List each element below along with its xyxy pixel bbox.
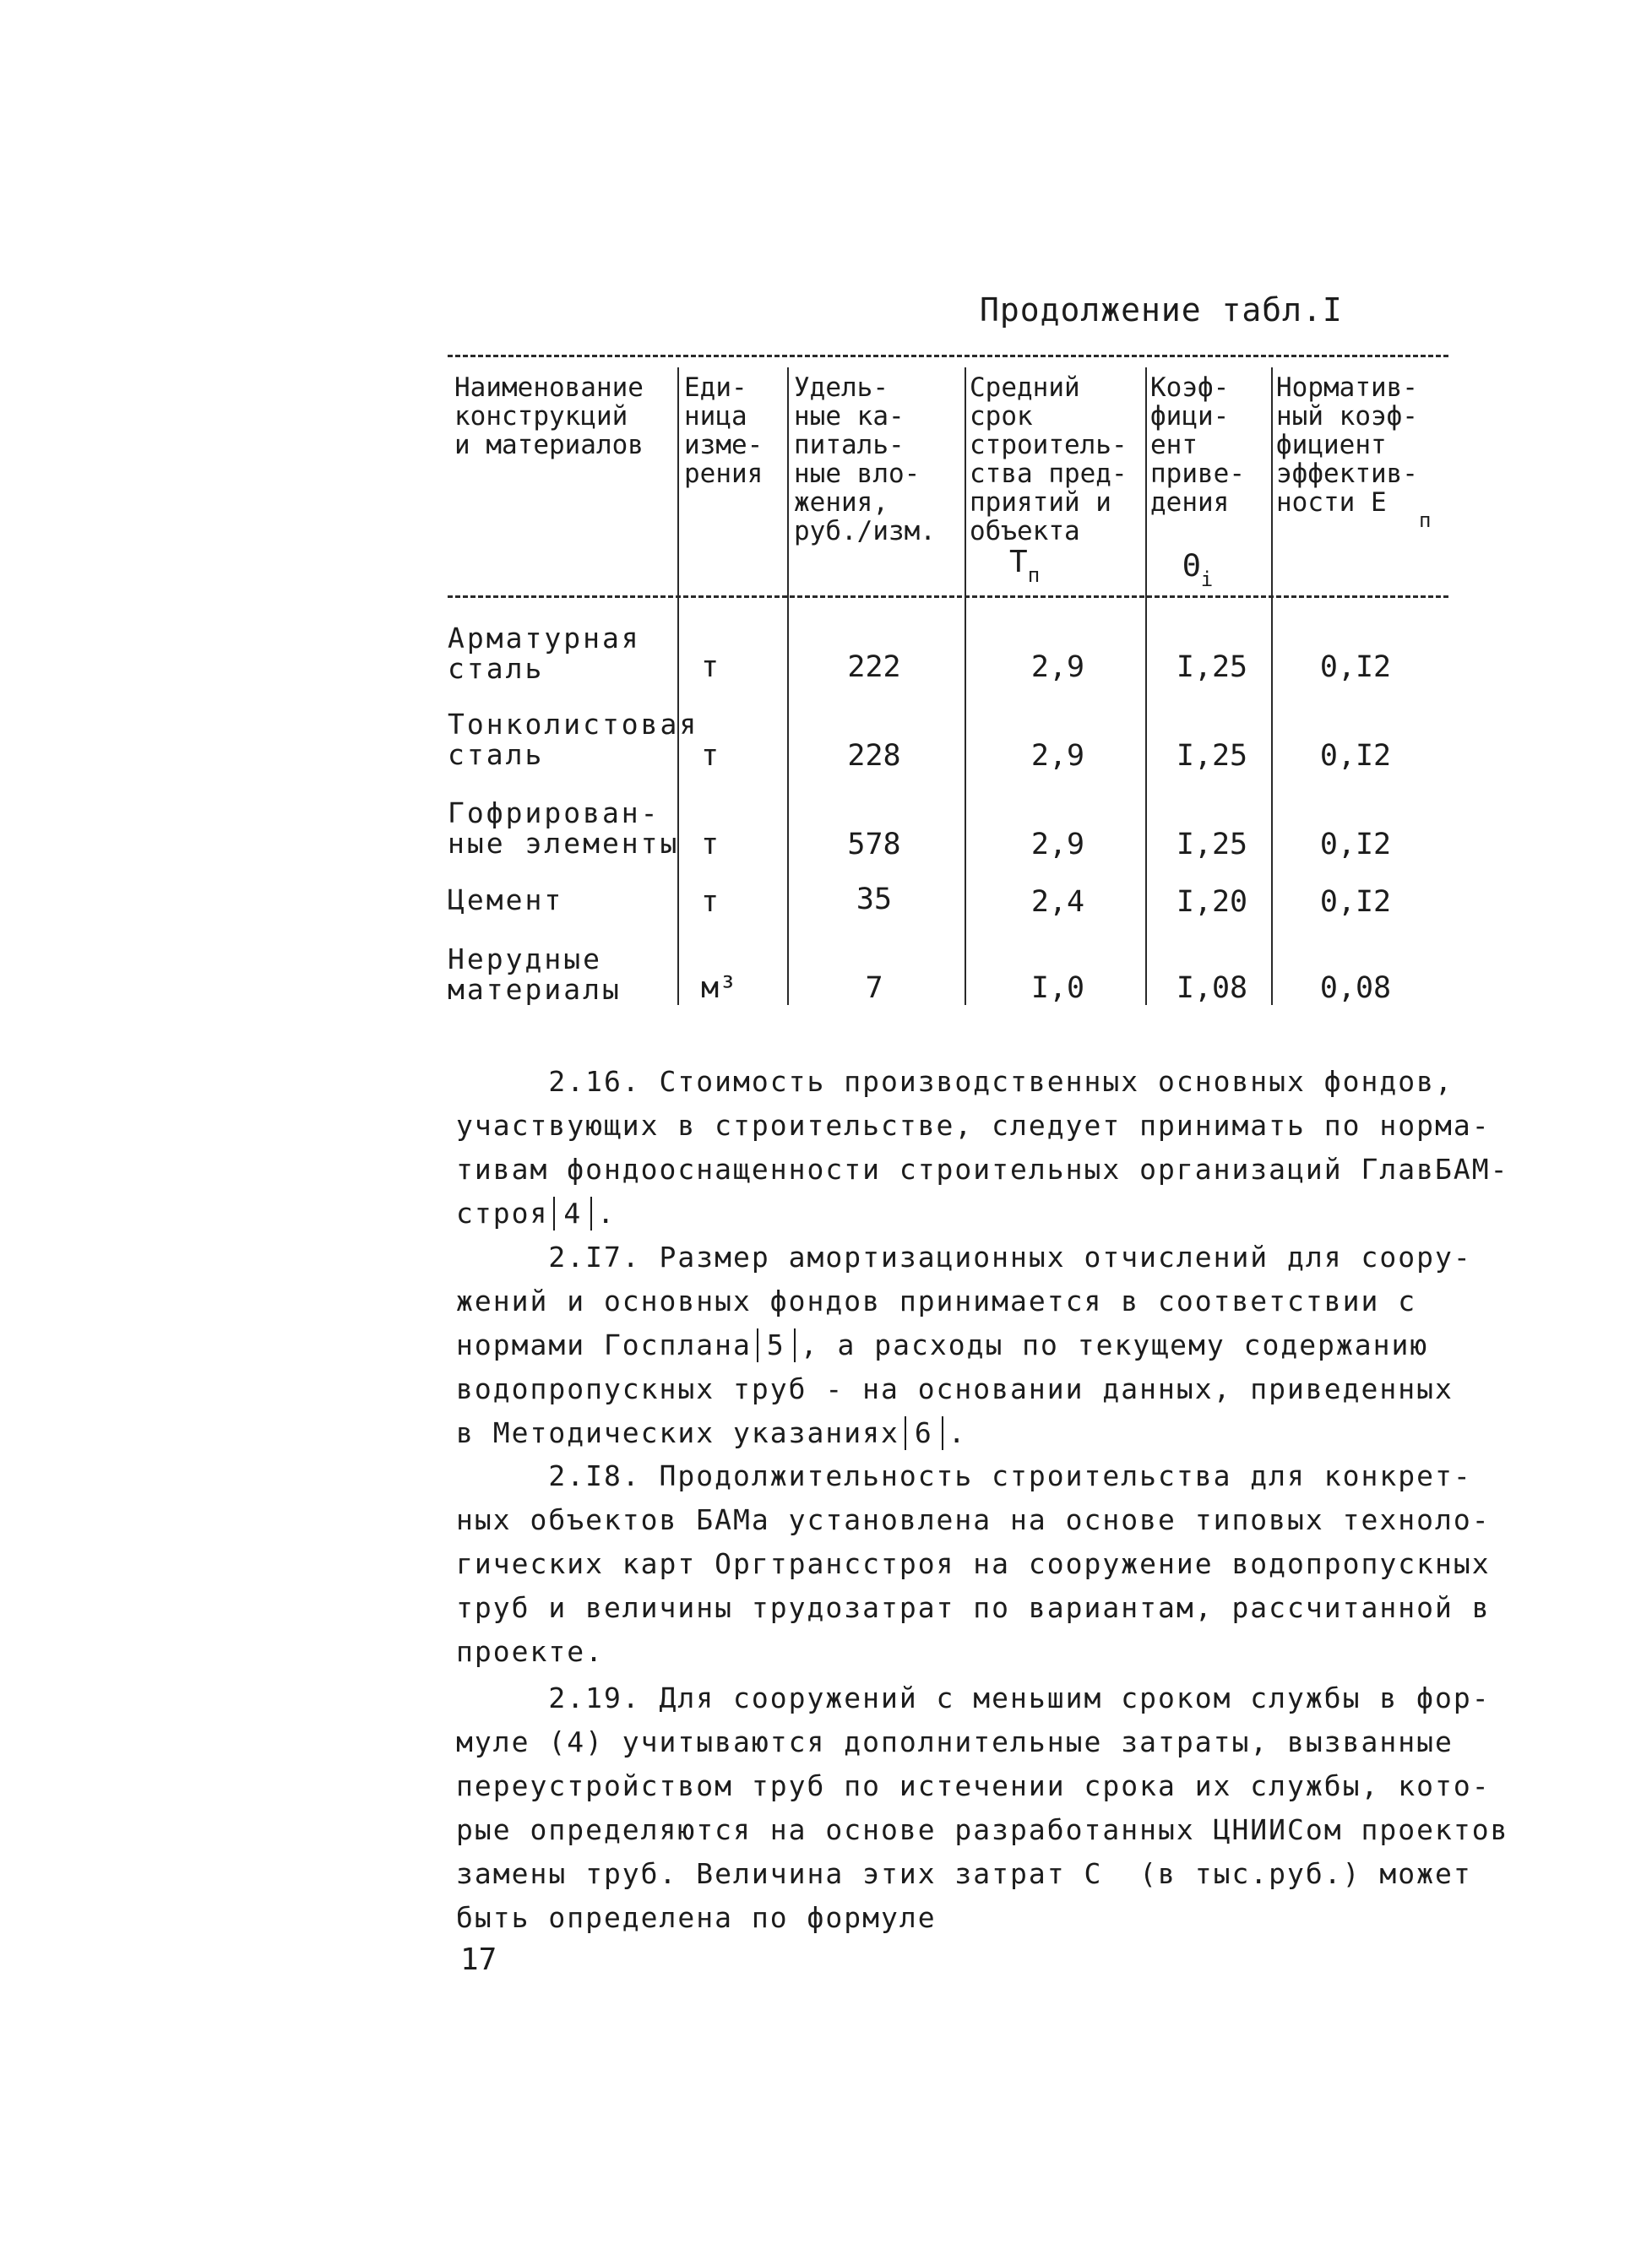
row-coef: I,25 <box>1176 739 1248 773</box>
row-norm: 0,08 <box>1319 971 1392 1005</box>
header-coef: Коэф- фици- ент приве- дения <box>1150 372 1245 518</box>
header-capital: Удель- ные ка- питаль- ные вло- жения, руб./изм. <box>794 372 936 546</box>
column-divider <box>1145 367 1147 1005</box>
row-capital: 228 <box>847 739 901 773</box>
column-divider <box>787 367 789 1005</box>
row-unit: м³ <box>701 971 737 1005</box>
row-coef: I,20 <box>1176 885 1248 919</box>
row-term: 2,9 <box>1030 828 1085 861</box>
row-term: 2,9 <box>1030 739 1085 773</box>
table-top-rule <box>448 355 1448 357</box>
row-name: Тонколистовая сталь <box>448 708 699 771</box>
reference-bracket: 4 <box>553 1197 592 1231</box>
row-name: Арматурная сталь <box>448 622 641 685</box>
reference-bracket: 6 <box>905 1416 943 1450</box>
column-divider <box>1271 367 1273 1005</box>
row-coef: I,08 <box>1176 971 1248 1005</box>
row-unit: т <box>701 885 720 919</box>
row-term: 2,4 <box>1030 885 1085 919</box>
row-capital: 7 <box>865 971 883 1005</box>
paragraph-2-17-continued: , а расходы по текущему содержанию водопропускных труб - на основании данных, приведенных в Методических указаниях <box>456 1328 1454 1449</box>
header-norm-subscript: п <box>1419 508 1432 532</box>
paragraph-2-16 <box>456 1060 1509 1236</box>
row-capital: 35 <box>856 883 893 916</box>
row-norm: 0,I2 <box>1319 650 1392 684</box>
row-name: Нерудные материалы <box>448 943 622 1006</box>
row-norm: 0,I2 <box>1319 828 1392 861</box>
term-symbol: $Т_п$ <box>1009 545 1041 587</box>
header-unit: Еди- ница изме- рения <box>684 372 764 489</box>
column-divider <box>677 367 679 1005</box>
row-coef: I,25 <box>1176 650 1248 684</box>
paragraph-2-16-text: 2.16. Стоимость производственных основных фондов, участвующих в строительстве, следует принимать по норма- тивам фондооснащенности строительных организаций ГлавБАМ- строя <box>456 1065 1509 1230</box>
row-coef: I,25 <box>1176 828 1248 861</box>
row-term: I,0 <box>1030 971 1085 1005</box>
column-divider <box>965 367 966 1005</box>
paragraph-2-18: 2.I8. Продолжительность строительства для конкрет- ных объектов БАМа установлена на основе типовых техноло- гических карт Оргтрансстроя на сооружение водопропускных труб и величины трудозатрат по вариантам, рассчитанной в проекте. <box>456 1459 1491 1668</box>
header-name: Наименование конструкций и материалов <box>454 372 644 460</box>
reference-bracket: 5 <box>757 1328 796 1362</box>
coef-symbol: $\Theta_i$ <box>1182 549 1214 591</box>
paragraph-2-19: 2.19. Для сооружений с меньшим сроком службы в фор- муле (4) учитываются дополнительные затраты, вызванные переустройством труб по истечении срока их службы, кото- рые определяются на основе разработанных ЦНИИСом проектов замены труб. Величина этих затрат С (в тыс.руб.) может быть определена по формуле <box>456 1681 1509 1934</box>
paragraph-2-17 <box>456 1236 1495 1455</box>
paragraph-end-dot: . <box>597 1197 617 1230</box>
row-norm: 0,I2 <box>1319 739 1392 773</box>
paragraph-end-dot: . <box>948 1416 967 1449</box>
row-capital: 578 <box>847 828 901 861</box>
materials-table <box>448 355 1448 1013</box>
row-norm: 0,I2 <box>1319 885 1392 919</box>
row-term: 2,9 <box>1030 650 1085 684</box>
header-norm: Норматив- ный коэф- фициент эффектив- ности Е <box>1276 372 1418 518</box>
table-header-rule <box>448 595 1448 598</box>
row-unit: т <box>701 828 720 861</box>
table-caption: Продолжение табл.I <box>980 291 1343 329</box>
row-name: Цемент <box>448 883 564 916</box>
row-unit: т <box>701 739 720 773</box>
page-number: 17 <box>460 1942 497 1977</box>
row-name: Гофрирован- ные элементы <box>448 796 680 860</box>
header-term: Средний срок строитель- ства пред- приятий и объекта <box>970 372 1128 546</box>
row-capital: 222 <box>847 650 901 684</box>
row-unit: т <box>701 650 720 684</box>
paragraph-2-17-text: 2.I7. Размер амортизационных отчислений для соору- жений и основных фондов принимается в соответствии с нормами Госплана <box>456 1241 1472 1361</box>
